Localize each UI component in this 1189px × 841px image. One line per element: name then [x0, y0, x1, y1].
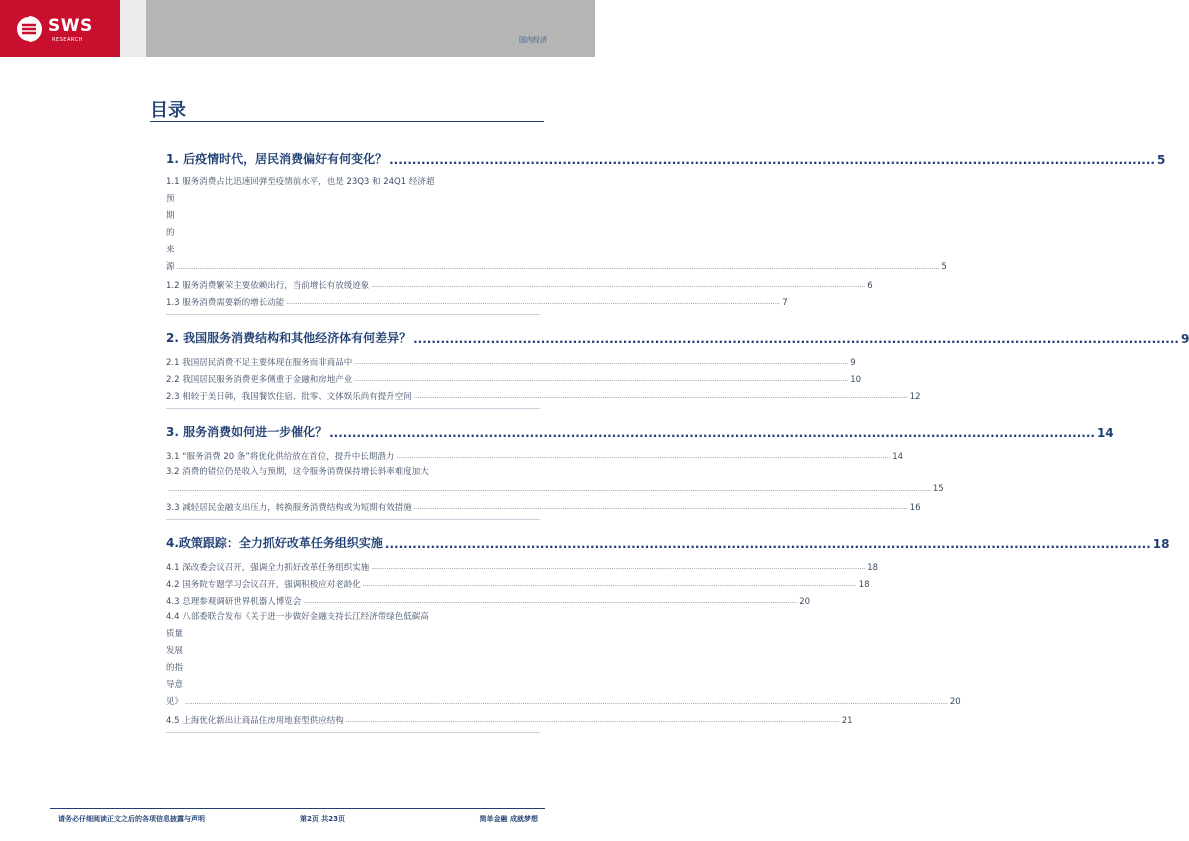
toc-item-label: 4.1 深改委会议召开，强调全力抓好改革任务组织实施	[166, 563, 370, 573]
toc-leader-dots	[396, 450, 890, 464]
toc-item-label: 1.1 服务消费占比迅速回弹至疫情前水平，也是 23Q3 和 24Q1 经济超	[166, 177, 435, 187]
toc-section-label: 1. 后疫情时代，居民消费偏好有何变化？	[166, 152, 388, 166]
toc-section-label: 3. 服务消费如何进一步催化？	[166, 425, 328, 439]
toc-leader-dots	[363, 578, 857, 592]
sws-logo-icon	[14, 14, 44, 44]
toc-leader-dots	[354, 356, 848, 370]
toc-item-2-3[interactable]	[166, 387, 921, 404]
toc-item-3-1[interactable]	[166, 447, 904, 464]
toc-leader-dots	[414, 501, 908, 515]
footer-disclaimer: 请务必仔细阅读正文之后的各项信息披露与声明	[58, 815, 205, 823]
toc-section-divider	[166, 408, 540, 409]
toc-item-3-2[interactable]	[166, 464, 944, 498]
toc-section-4[interactable]	[166, 534, 1170, 551]
toc-item-label: 1.2 服务消费繁荣主要依赖出行，当前增长有放缓迹象	[166, 281, 370, 291]
toc-item-label: 3.3 减轻居民金融支出压力，转换服务消费结构或为短期有效措施	[166, 503, 412, 513]
toc-item-4-5[interactable]	[166, 711, 853, 728]
toc-item-page: 18	[858, 580, 870, 590]
toc-leader-dots: ................................................................................................................................................................................................................................................................................................................................................................................................................	[168, 486, 931, 493]
header-bar-grey	[146, 0, 595, 57]
header-bar-light	[120, 0, 146, 57]
toc-item-label: 4.3 总理参观调研世界机器人博览会	[166, 597, 302, 607]
toc-leader-dots	[414, 390, 908, 404]
toc-section-3[interactable]	[166, 423, 1114, 440]
toc-item-page: 20	[799, 597, 811, 607]
footer-slogan: 简单金融 成就梦想	[479, 815, 538, 823]
toc-item-label: 1.3 服务消费需要新的增长动能	[166, 298, 285, 308]
toc-section-1[interactable]	[166, 150, 1166, 167]
toc-item-page: 9	[850, 358, 856, 368]
toc-item-label: 2.3 相较于美日韩，我国餐饮住宿、批零、文体娱乐尚有提升空间	[166, 392, 412, 402]
toc-item-page: 20	[949, 697, 961, 707]
toc-item-page: 16	[909, 503, 921, 513]
toc-item-page: 7	[782, 298, 788, 308]
toc-item-label: 4.5 上海优化新出让商品住房用地套型供应结构	[166, 716, 344, 726]
toc-item-page: 10	[850, 375, 862, 385]
report-category: 国内经济	[519, 36, 547, 44]
toc-leader-dots: ................................................................................................................................................................................................................................................................................................................................................................................................................	[185, 699, 948, 706]
toc-item-page: 18	[867, 563, 879, 573]
toc-item-page: 5	[941, 262, 947, 272]
toc-leader-dots	[286, 296, 780, 310]
toc-item-label: 2.1 我国居民消费不足主要体现在服务而非商品中	[166, 358, 353, 368]
page-header	[0, 0, 595, 57]
toc-item-page: 12	[909, 392, 921, 402]
footer-rule	[50, 808, 545, 809]
toc-section-label: 4.政策跟踪：全力抓好改革任务组织实施	[166, 536, 383, 550]
toc-item-label: 4.4 八部委联合发布《关于进一步做好金融支持长江经济带绿色低碳高	[166, 612, 429, 622]
toc-item-4-2[interactable]	[166, 575, 870, 592]
toc-leader-dots	[413, 332, 1179, 346]
toc-item-label-cont: 质量发展的指导意见》	[166, 629, 184, 707]
table-of-contents	[166, 150, 1189, 733]
toc-leader-dots	[371, 279, 865, 293]
toc-leader-dots	[385, 537, 1151, 551]
toc-item-label: 2.2 我国居民服务消费更多侧重于金融和房地产业	[166, 375, 353, 385]
toc-item-page: 21	[841, 716, 853, 726]
toc-leader-dots	[346, 714, 840, 728]
toc-item-1-3[interactable]	[166, 293, 788, 310]
toc-section-page: 18	[1152, 537, 1170, 551]
toc-item-label-cont: 预期的来源	[166, 194, 175, 272]
toc-section-2[interactable]	[166, 329, 1189, 346]
toc-item-1-2[interactable]	[166, 276, 873, 293]
toc-item-label: 3.2 消费的错位仍是收入与预期，这令服务消费保持增长斜率难度加大	[166, 467, 429, 477]
toc-item-4-1[interactable]	[166, 558, 879, 575]
toc-leader-dots: ................................................................................................................................................................................................................................................................................................................................................................................................................	[176, 264, 940, 271]
toc-title-rule	[150, 121, 544, 122]
toc-section-label: 2. 我国服务消费结构和其他经济体有何差异？	[166, 331, 412, 345]
toc-section-page: 14	[1096, 426, 1114, 440]
toc-item-page: 6	[867, 281, 873, 291]
toc-item-label: 3.1 “服务消费 20 条”将优化供给放在首位，提升中长期潜力	[166, 452, 395, 462]
toc-item-2-1[interactable]	[166, 353, 856, 370]
logo-subtext: RESEARCH	[52, 37, 83, 43]
footer-page-number: 第2页 共23页	[300, 815, 346, 823]
toc-item-1-1[interactable]	[166, 174, 947, 276]
toc-leader-dots	[303, 595, 797, 609]
sws-logo	[0, 0, 120, 57]
toc-leader-dots	[389, 153, 1155, 167]
toc-section-page: 5	[1156, 153, 1166, 167]
toc-section-divider	[166, 732, 540, 733]
toc-section-divider	[166, 314, 540, 315]
toc-item-label: 4.2 国务院专题学习会议召开，强调积极应对老龄化	[166, 580, 361, 590]
toc-title: 目录	[150, 100, 186, 121]
toc-item-4-4[interactable]	[166, 609, 961, 711]
toc-leader-dots	[329, 426, 1095, 440]
toc-item-page: 14	[892, 452, 904, 462]
toc-section-divider	[166, 519, 540, 520]
toc-leader-dots	[371, 561, 865, 575]
toc-item-3-3[interactable]	[166, 498, 921, 515]
logo-text: SWS	[48, 16, 93, 36]
toc-item-4-3[interactable]	[166, 592, 811, 609]
toc-item-page: 15	[932, 484, 944, 494]
toc-section-page: 9	[1180, 332, 1189, 346]
toc-item-2-2[interactable]	[166, 370, 862, 387]
toc-leader-dots	[354, 373, 848, 387]
